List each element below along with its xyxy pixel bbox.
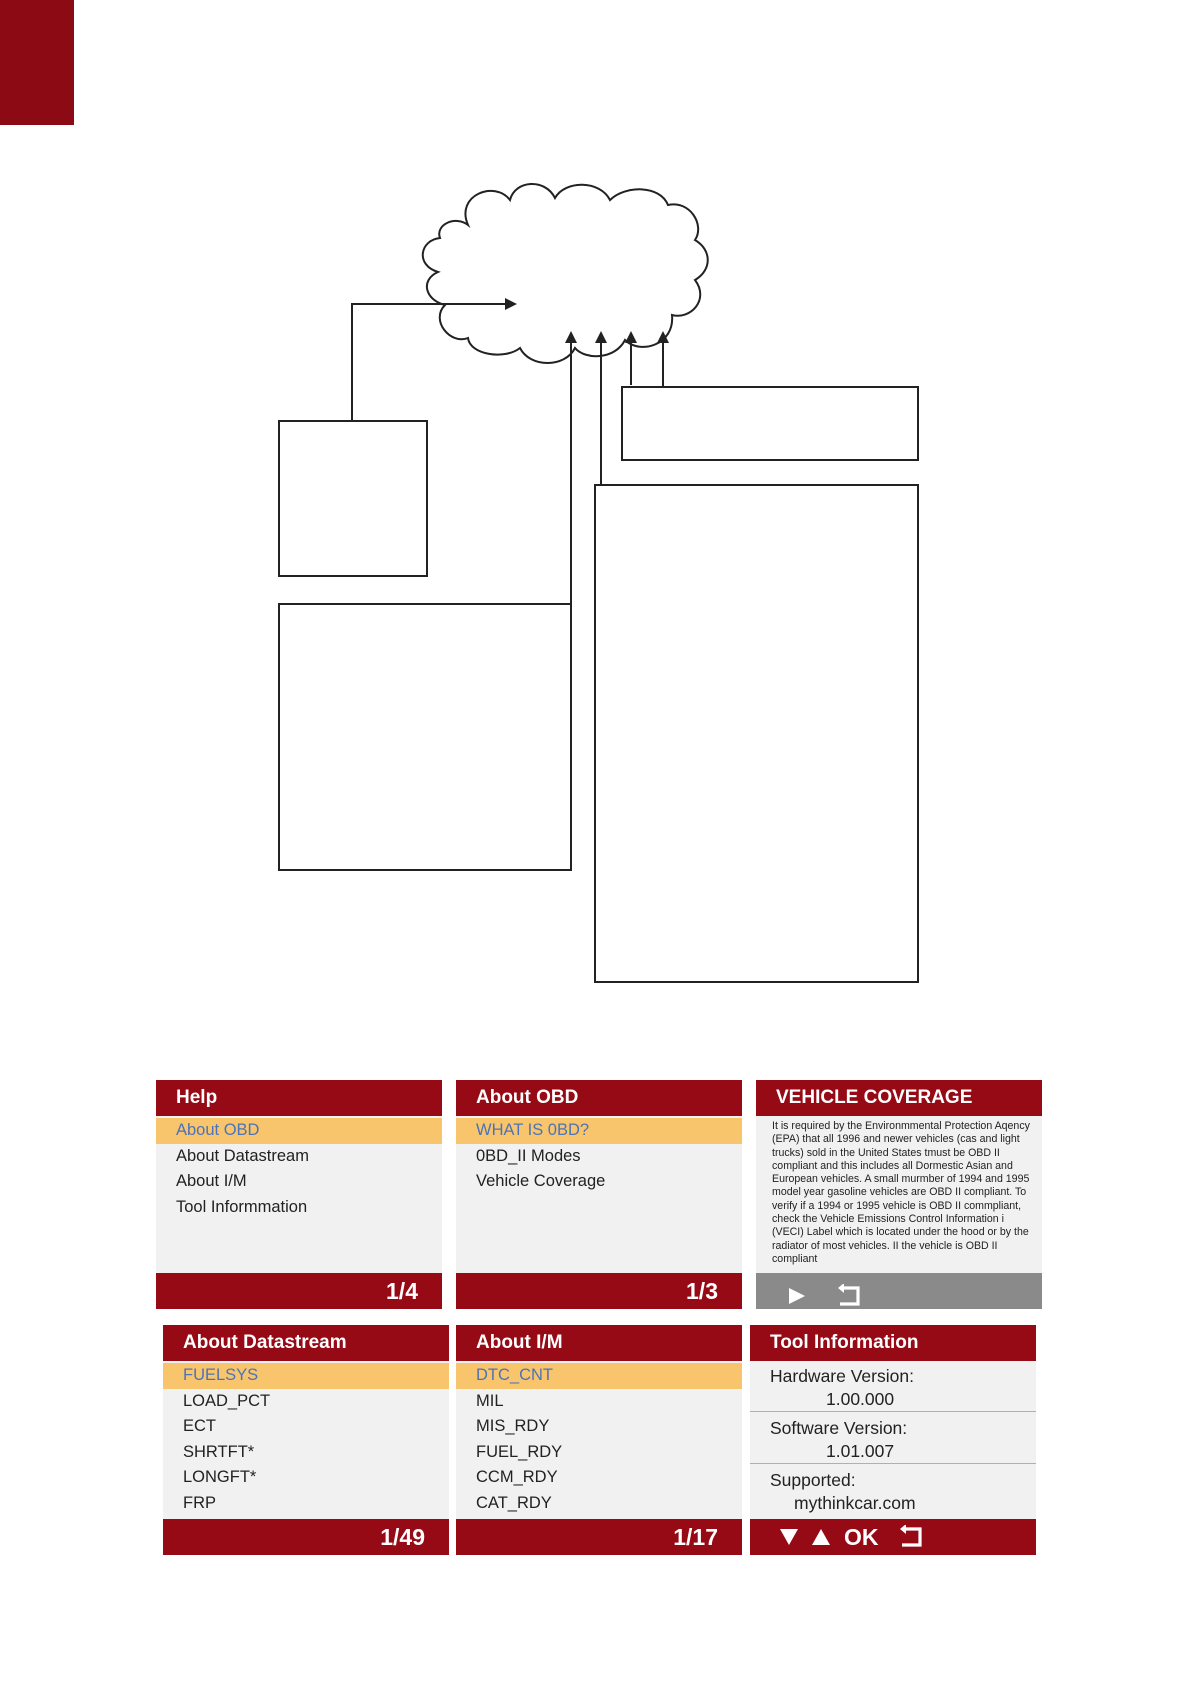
box-tool-info: [622, 387, 918, 460]
return-icon[interactable]: [836, 1284, 862, 1308]
menu-item[interactable]: WHAT IS 0BD?: [456, 1118, 742, 1144]
menu-item[interactable]: FUEL_RDY: [476, 1442, 563, 1461]
nav-footer: [750, 1519, 1036, 1555]
play-icon[interactable]: [786, 1285, 808, 1307]
box-help: [279, 421, 427, 576]
menu-item[interactable]: DTC_CNT: [456, 1363, 742, 1389]
screen-title: Help: [156, 1080, 442, 1116]
software-version-block: [750, 1414, 1036, 1464]
screen-title: About I/M: [456, 1325, 742, 1361]
menu-item[interactable]: LONGFT*: [183, 1468, 257, 1486]
menu-item[interactable]: LOAD_PCT: [183, 1391, 271, 1410]
tool-information-screen: [750, 1325, 1036, 1555]
menu-list: [456, 1363, 742, 1516]
software-version-value: 1.01.007: [826, 1441, 895, 1461]
down-arrow-icon[interactable]: [778, 1526, 800, 1548]
nav-footer: [756, 1273, 1042, 1309]
help-screen: [156, 1080, 442, 1309]
screen-title: Tool Information: [750, 1325, 1036, 1361]
up-arrow-icon[interactable]: [810, 1526, 832, 1548]
menu-item[interactable]: Tool Informmation: [176, 1197, 308, 1216]
return-icon[interactable]: [898, 1525, 924, 1549]
box-about-im: [595, 485, 918, 982]
page-indicator: 1/3: [456, 1273, 742, 1309]
software-version-label: Software Version:: [770, 1418, 908, 1438]
cloud-shape: [423, 184, 708, 363]
box-about-datastream: [279, 604, 571, 870]
ok-button[interactable]: OK: [844, 1524, 879, 1550]
menu-item[interactable]: MIL: [476, 1391, 504, 1410]
hardware-version-value: 1.00.000: [826, 1389, 895, 1409]
page-indicator: 1/4: [156, 1273, 442, 1309]
coverage-body-text: It is required by the Environmmental Protection Aqency (EPA) that all 1996 and newer vehicles (cas and light trucks) sold in the United States tmust be OBD II compliant and this includes all Dormestic Asian and European vehicles. A small murmber of 1994 and 1995 model year gasoline vehicles are OBD II compliant. To verify if a 1994 or 1995 vehicle is OBD II commpliant, check the Vehicle Emissions Control Information i (VECI) Label which is located under the hood or by the radiator of most vehicles. II the vehicle is OBD II compliant: [772, 1120, 1030, 1265]
menu-list: [156, 1118, 442, 1220]
about-im-screen: [456, 1325, 742, 1555]
about-obd-screen: [456, 1080, 742, 1309]
menu-item[interactable]: About Datastream: [176, 1146, 309, 1165]
menu-item[interactable]: About I/M: [176, 1172, 247, 1190]
about-datastream-screen: [163, 1325, 449, 1555]
menu-item[interactable]: FRP: [183, 1493, 216, 1512]
vehicle-coverage-screen: [756, 1080, 1042, 1309]
screen-title: VEHICLE COVERAGE: [756, 1080, 1042, 1116]
hardware-version-block: [750, 1362, 1036, 1412]
menu-item[interactable]: CAT_RDY: [476, 1493, 552, 1512]
menu-item[interactable]: ECT: [183, 1417, 216, 1435]
page-indicator: 1/49: [163, 1519, 449, 1555]
menu-item[interactable]: SHRTFT*: [183, 1442, 255, 1461]
menu-item[interactable]: Vehicle Coverage: [476, 1172, 606, 1190]
supported-value: mythinkcar.com: [794, 1493, 916, 1513]
menu-item[interactable]: 0BD_II Modes: [476, 1146, 581, 1165]
page-indicator: 1/17: [456, 1519, 742, 1555]
screen-title: About Datastream: [163, 1325, 449, 1361]
menu-item[interactable]: MIS_RDY: [476, 1417, 550, 1435]
supported-label: Supported:: [770, 1470, 856, 1490]
menu-item[interactable]: FUELSYS: [163, 1363, 449, 1389]
menu-item[interactable]: About OBD: [156, 1118, 442, 1144]
menu-list: [163, 1363, 449, 1516]
hardware-version-label: Hardware Version:: [770, 1366, 914, 1386]
supported-block: [750, 1466, 1036, 1516]
screen-title: About OBD: [456, 1080, 742, 1116]
menu-list: [456, 1118, 742, 1195]
menu-item[interactable]: CCM_RDY: [476, 1468, 558, 1486]
